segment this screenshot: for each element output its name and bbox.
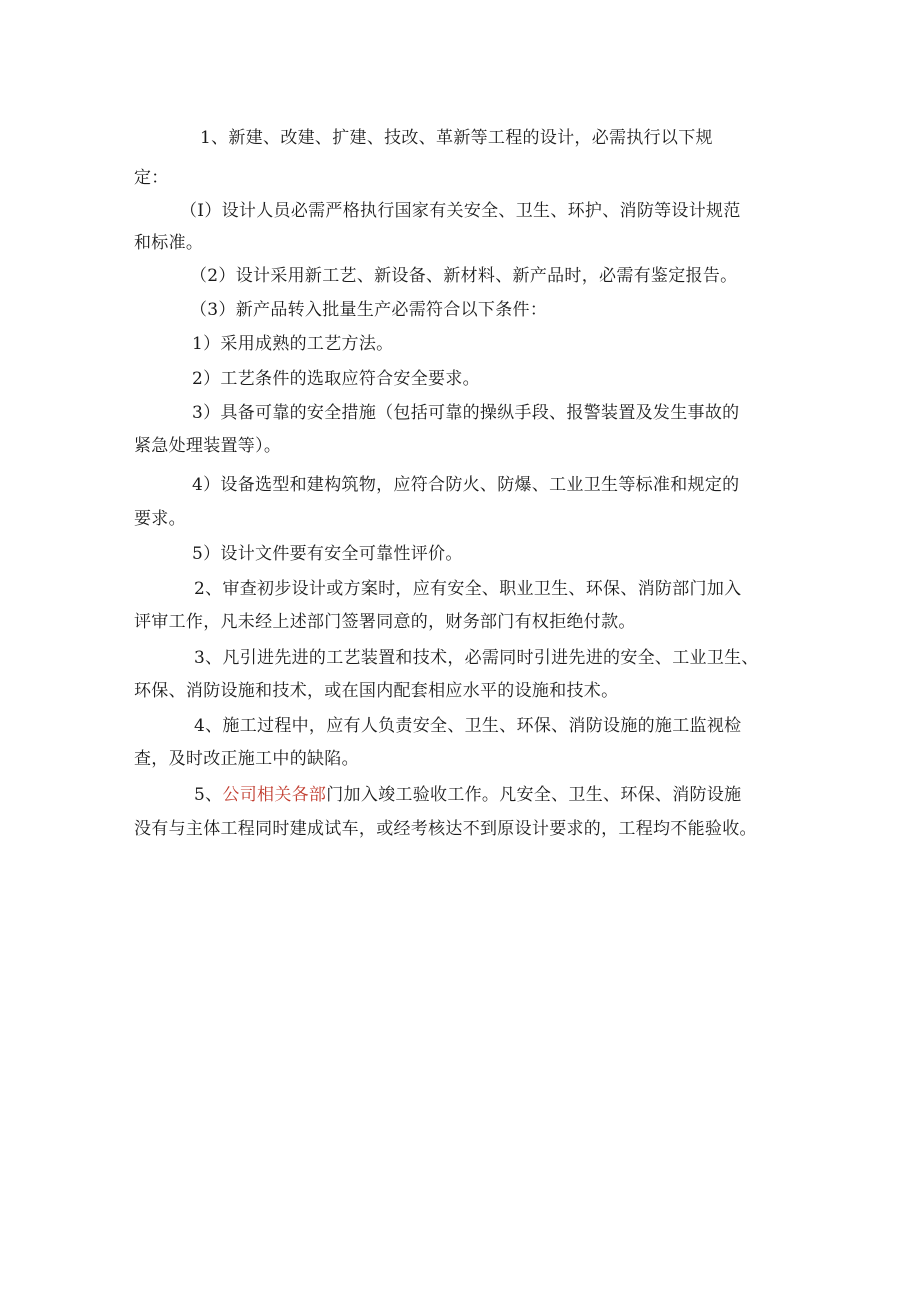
paragraph-13-line-2: 没有与主体工程同时建成试车，或经考核达不到原设计要求的，工程均不能验收。	[134, 819, 757, 839]
paragraph-8-line-2: 要求。	[134, 509, 186, 529]
paragraph-3: （2）设计采用新工艺、新设备、新材料、新产品时，必需有鉴定报告。	[190, 266, 738, 286]
paragraph-10-line-2: 评审工作，凡未经上述部门签署同意的，财务部门有权拒绝付款。	[134, 612, 636, 632]
paragraph-7-line-1: 3）具备可靠的安全措施（包括可靠的操纵手段、报警装置及发生事故的	[192, 403, 740, 423]
paragraph-4: （3）新产品转入批量生产必需符合以下条件：	[190, 300, 548, 320]
paragraph-6: 2）工艺条件的选取应符合安全要求。	[192, 369, 480, 389]
paragraph-8-line-1: 4）设备选型和建构筑物，应符合防火、防爆、工业卫生等标准和规定的	[192, 475, 740, 495]
paragraph-11-line-1: 3、凡引进先进的工艺装置和技术，必需同时引进先进的安全、工业卫生、	[194, 648, 759, 668]
paragraph-13-rest: 门加入竣工验收工作。凡安全、卫生、环保、消防设施	[326, 785, 742, 805]
paragraph-11-line-2: 环保、消防设施和技术，或在国内配套相应水平的设施和技术。	[134, 681, 619, 701]
paragraph-2-line-2: 和标准。	[134, 233, 204, 253]
paragraph-13-prefix: 5、	[194, 785, 223, 805]
paragraph-13-line-1	[194, 784, 741, 806]
paragraph-10-line-1: 2、审查初步设计或方案时，应有安全、职业卫生、环保、消防部门加入	[194, 579, 742, 599]
paragraph-5: 1）采用成熟的工艺方法。	[192, 334, 394, 354]
paragraph-13-highlight: 公司相关各部	[222, 785, 327, 805]
paragraph-12-line-2: 查，及时改正施工中的缺陷。	[134, 749, 359, 769]
paragraph-1-line-2: 定：	[134, 168, 169, 188]
paragraph-9: 5）设计文件要有安全可靠性评价。	[192, 544, 463, 564]
paragraph-1-line-1: 1、新建、改建、扩建、技改、革新等工程的设计，必需执行以下规	[200, 128, 713, 148]
paragraph-12-line-1: 4、施工过程中，应有人负责安全、卫生、环保、消防设施的施工监视检	[194, 716, 742, 736]
paragraph-2-line-1: （I）设计人员必需严格执行国家有关安全、卫生、环护、消防等设计规范	[180, 201, 741, 221]
paragraph-7-line-2: 紧急处理装置等）。	[134, 436, 282, 456]
